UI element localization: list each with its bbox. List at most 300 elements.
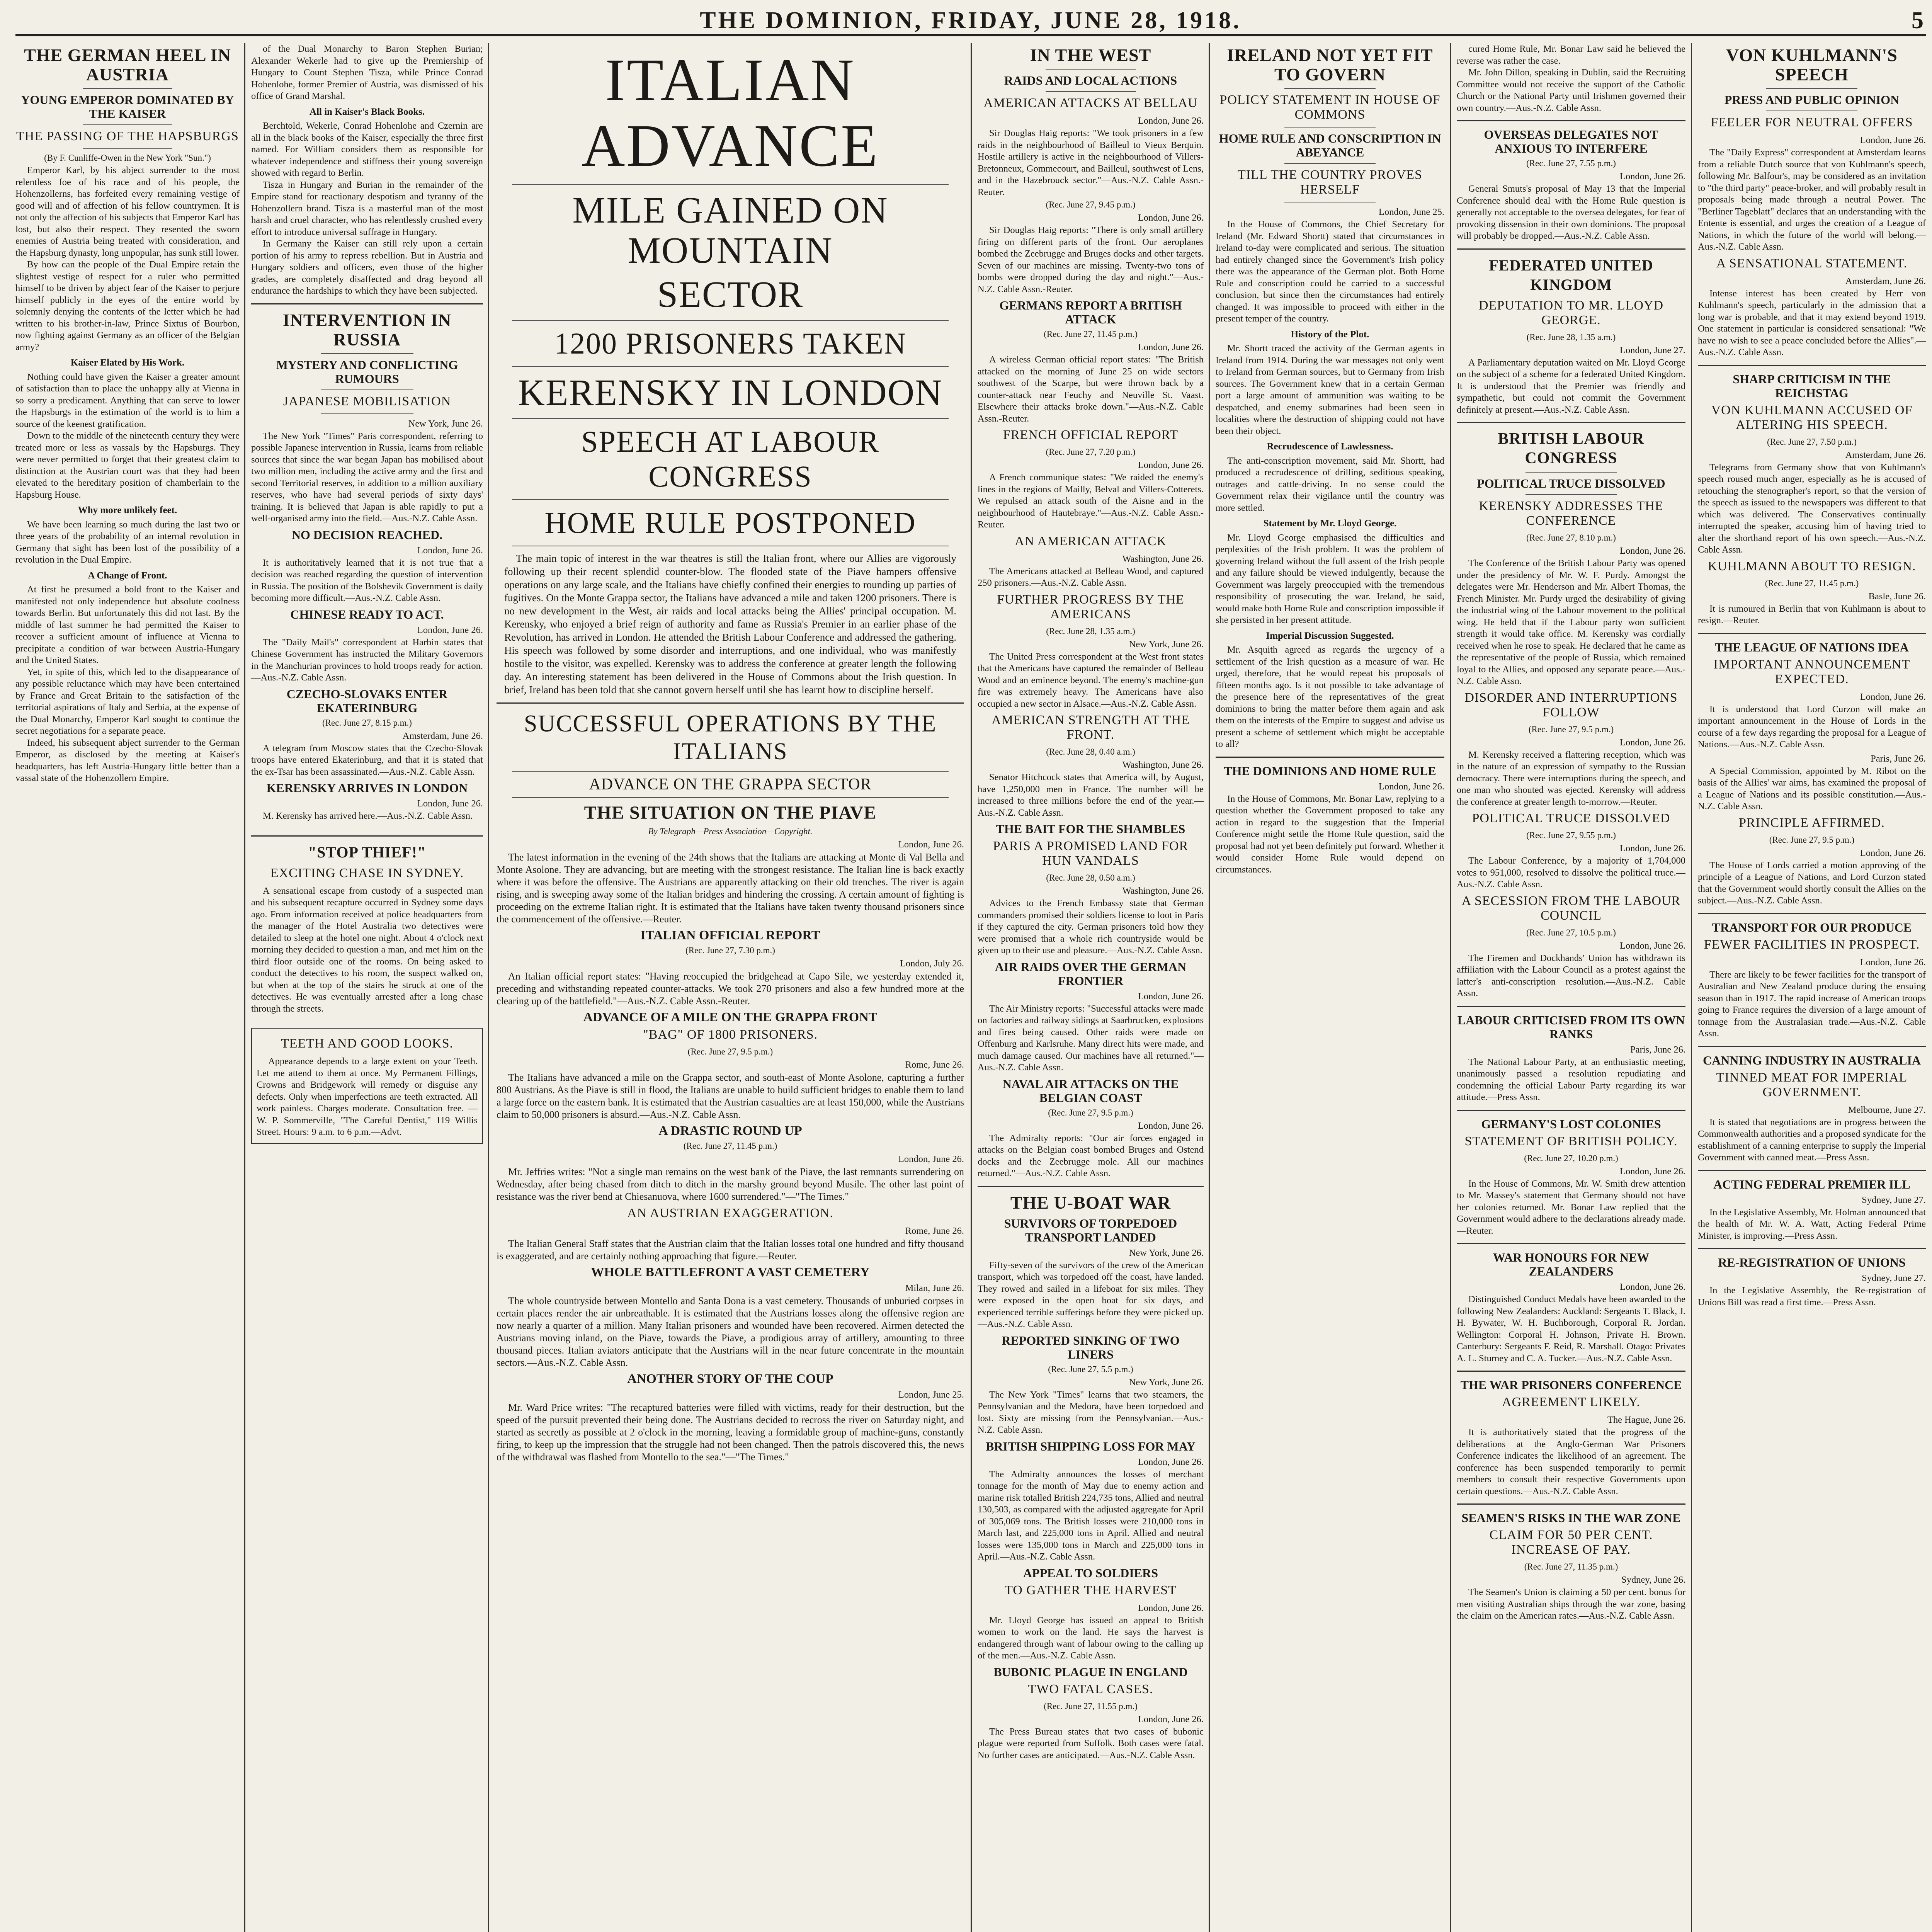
page-number: 5 (1912, 7, 1926, 34)
dateline: London, June 26. (1619, 843, 1685, 854)
article-body (1698, 765, 1926, 813)
article-body (1698, 462, 1926, 556)
headline: OVERSEAS DELEGATES NOT ANXIOUS TO INTERFERE (1484, 128, 1658, 155)
paragraph: M. Kerensky has arrived here.—Aus.-N.Z. Cable Assn. (263, 811, 473, 821)
subheadline: AMERICAN STRENGTH AT THE FRONT. (992, 713, 1190, 742)
subheadline: APPEAL TO SOLDIERS (1023, 1566, 1158, 1580)
article-body (497, 1401, 964, 1463)
byline: (By F. Cunliffe-Owen in the New York "Sun.") (44, 153, 211, 163)
subheadline: A SENSATIONAL STATEMENT. (1716, 256, 1908, 270)
received-time: (Rec. June 27, 11.45 p.m.) (1765, 578, 1859, 588)
article-body (1698, 147, 1926, 253)
paragraph: In the House of Commons, Mr. Bonar Law, replying to a question whether the Government proposed to take any action in regard to the suggestion that the Imperial Conference might settle the Home Rule question, said the proposal had not yet been definitely put forward. Whether it would consider Home Rule would depend on circumstances. (1216, 793, 1444, 875)
dateline: London, June 26. (1138, 1714, 1204, 1725)
headline: WAR HONOURS FOR NEW ZEALANDERS (1493, 1250, 1650, 1278)
article-body (978, 224, 1204, 295)
received-time: (Rec. June 27, 11.55 p.m.) (1044, 1701, 1138, 1711)
article-continuation (251, 43, 483, 297)
article-body (497, 851, 964, 925)
article-body (1698, 1117, 1926, 1164)
paragraph: Distinguished Conduct Medals have been awarded to the following New Zealanders: Auckland: Sergeants T. Black, J. H. Bywater, W. H. Buchborough, Corporal R. Jordan. Wellington: Corporal H. Johnson, Private H. Brown. Canterbury: Sergeants F. Reid, R. Marshall. Otago: Privates A. L. Sturney and C. A. Tucker.—Aus.-N.Z. Cable Assn. (1457, 1294, 1685, 1364)
subhead: A Change of Front. (88, 570, 167, 581)
paragraph: A French communique states: "We raided the enemy's lines in the regions of Mailly, Belval and Villers-Cotterets. We repulsed an attack south of the Aisne and in the neighbourhood of Hautebraye."—Aus.-N.Z. Cable Assn.-Reuter. (978, 472, 1204, 530)
headline: BRITISH LABOUR CONGRESS (1498, 430, 1645, 467)
divider (512, 184, 949, 185)
paragraph: The Admiralty announces the losses of merchant tonnage for the month of May due to enemy action and marine risk totalled British 224,735 tons, Allied and neutral 130,503, as compared with the adjusted aggregate for April of 305,069 tons. The British losses were 210,000 tons in March last, and 225,000 tons in April. Allied and neutral losses were 135,000 tons in March and 225,000 tons in April.—Aus.-N.Z. Cable Assn. (978, 1469, 1204, 1562)
dateline: Melbourne, June 27. (1848, 1104, 1926, 1115)
divider (1457, 1110, 1685, 1111)
article-body (1698, 1285, 1926, 1308)
dateline: London, June 26. (1138, 1456, 1204, 1467)
paragraph: The Americans attacked at Belleau Wood, and captured 250 prisoners.—Aus.-N.Z. Cable Assn. (978, 566, 1204, 588)
column-rule (971, 43, 972, 1932)
article-body (978, 898, 1204, 957)
received-time: (Rec. June 27, 9.5 p.m.) (1528, 724, 1614, 734)
headline: SHARP CRITICISM IN THE REICHSTAG (1733, 372, 1891, 400)
dateline: Washington, June 26. (1122, 553, 1204, 564)
paragraph: The United Press correspondent at the West front states that the Americans have captured the remainder of Belleau Wood and an eminence beyond. The enemy's machine-gun fire was extremely heavy. The Americans have also occupied a new sector in Alsace.—Aus.-N.Z. Cable Assn. (978, 651, 1204, 709)
deck: STATEMENT OF BRITISH POLICY. (1464, 1134, 1678, 1148)
divider (1457, 1371, 1685, 1372)
subheadline: BUBONIC PLAGUE IN ENGLAND (993, 1665, 1188, 1679)
article-body (978, 1469, 1204, 1563)
dateline: London, July 26. (900, 958, 964, 969)
dateline: Rome, June 26. (905, 1226, 964, 1236)
article-body (1698, 704, 1926, 751)
deck: HOME RULE AND CONSCRIPTION IN ABEYANCE (1219, 131, 1441, 159)
received-time: (Rec. June 27, 7.30 p.m.) (685, 946, 775, 955)
paragraph: The Conference of the British Labour Party was opened under the presidency of Mr. W. F. Purdy. Amongst the delegates were Mr. Henderson and Mr. Albert Thomas, the French Minister. Mr. Purdy urged the desirability of giving the industrial wing of the Labour movement to the political wing. He held that if the Labour party won sufficient strength it would take office. M. Kerensky was cordially received when he rose to speak. He declared that he came as the representative of the people of Russia, which remained loyal to the Allies, and opposed any separate peace.—Aus.-N.Z. Cable Assn. (1457, 558, 1685, 686)
dateline: London, June 26. (1860, 691, 1926, 702)
article-body (251, 637, 483, 684)
article-body (251, 430, 483, 525)
divider (497, 702, 964, 704)
deck: JAPANESE MOBILISATION (283, 394, 451, 408)
paragraph: We have been learning so much during the last two or three years of the probability of an internal revolution in Germany that sight has been lost of the possibility of a revolution in the Dual Empire. (15, 519, 240, 565)
dateline: Amsterdam, June 26. (1845, 449, 1926, 460)
dateline: Amsterdam, June 26. (1845, 276, 1926, 286)
deck: FEELER FOR NEUTRAL OFFERS (1711, 115, 1913, 129)
divider (1457, 422, 1685, 423)
subheadline: AN AMERICAN ATTACK (1014, 534, 1167, 548)
paragraph: The whole countryside between Montello and Santa Dona is a vast cemetery. Thousands of unburied corpses in certain places render the air unbreathable. It is estimated that the Austrians losses along the offensive region are now nearly a quarter of a million. Many Italian prisoners and wounded have been recovered. Airmen detected the Austrians moving inland, on the Piave, towards the Piave, a prodigious array of artillery, amounting to three thousand pieces. Italian aviators anticipate that the Austrians will in the near future concentrate in the mountain sectors.—Aus.-N.Z. Cable Assn. (497, 1295, 964, 1368)
paragraph: Indeed, his subsequent abject surrender to the German Emperor, as disclosed by the meeting at Kaiser's headquarters, has left Austria-Hungary little better than a vassal state of the Hohenzollern Empire. (15, 737, 240, 783)
article-body (497, 970, 964, 1007)
dateline: London, June 26. (1619, 546, 1685, 556)
divider (1284, 163, 1376, 164)
column-rule (1450, 43, 1451, 1932)
article-body (1698, 860, 1926, 907)
received-time: (Rec. June 27, 9.45 p.m.) (1046, 200, 1136, 209)
dateline: New York, June 26. (1129, 1377, 1204, 1388)
headline: VON KUHLMANN'S SPEECH (1726, 45, 1898, 84)
paragraph: M. Kerensky received a flattering reception, which was in the nature of an expression of sympathy to the Russian democracy. There were interruptions during the speech, and one man who shouted was ejected. Kerensky will address the conference at greater length to-morrow.—Reuter. (1457, 749, 1685, 807)
received-time: (Rec. June 27, 9.5 p.m.) (1048, 1107, 1133, 1117)
divider (512, 366, 949, 367)
column-rule (1691, 43, 1692, 1932)
paragraph: Appearance depends to a large extent on your Teeth. Let me attend to them at once. My Permanent Fillings, Crowns and Bridgework will remedy or disguise any defects. Only when imperfections are teeth extracted. All work painless. Charges moderate. Consultation free. — W. P. Sommerville, "The Careful Dentist," 119 Willis Street. Hours: 9 a.m. to 6 p.m.—Advt. (257, 1056, 478, 1137)
paragraph: Senator Hitchcock states that America will, by August, have 1,250,000 men in France. The number will be increased to three millions before the end of the year.—Aus.-N.Z. Cable Assn. (978, 772, 1204, 818)
paragraph: Mr. Asquith agreed as regards the urgency of a settlement of the Irish question as a measure of war. He urged, therefore, that he would repeat his proposals of fifteen months ago. Is it not possible to take advantage of the presence here of the representatives of the great dominions to bring the matter before them again and ask them on the interests of the Empire to suggest and advise us present a scheme of settlement which might be acceptable to all? (1216, 645, 1444, 749)
dateline: London, June 26. (1860, 135, 1926, 145)
dateline: London, June 25. (898, 1389, 964, 1400)
column-1 (15, 43, 240, 1932)
masthead-title: THE DOMINION, FRIDAY, JUNE 28, 1918. (700, 7, 1242, 34)
divider (1698, 633, 1926, 634)
divider (512, 797, 949, 798)
article-body (1216, 793, 1444, 876)
ad-headline: TEETH AND GOOD LOOKS. (281, 1036, 453, 1051)
received-time: (Rec. June 28, 0.50 a.m.) (1046, 873, 1135, 883)
paragraph: The Press Bureau states that two cases of bubonic plague were reported from Suffolk. Both cases were fatal. No further cases are anticipated.—Aus.-N.Z. Cable Assn. (978, 1726, 1204, 1760)
subheadline: NO DECISION REACHED. (291, 527, 443, 542)
received-time: (Rec. June 27, 11.45 p.m.) (1044, 329, 1138, 339)
deck: KERENSKY ADDRESSES THE CONFERENCE (1479, 499, 1663, 528)
paragraph: In Germany the Kaiser can still rely upon a certain portion of his army to repress rebellion. But in Austria and Hungary soldiers and officers, even those of the higher grades, are completely disaffected and drag beyond all endurance the hardships to which they have been subjected. (251, 238, 483, 296)
article-body (1457, 749, 1685, 808)
paragraph: The Italian General Staff states that the Austrian claim that the Italian losses total one hundred and fifty thousand is exaggerated, and are certainly nothing approaching that figure.—Reuter. (497, 1238, 964, 1262)
received-time: (Rec. June 28, 1.35 a.m.) (1046, 626, 1135, 636)
article-body (1457, 952, 1685, 1000)
deck: MYSTERY AND CONFLICTING RUMOURS (276, 357, 458, 386)
divider (1284, 127, 1376, 128)
lead-deck: SECTOR (657, 274, 804, 315)
deck: RAIDS AND LOCAL ACTIONS (1004, 73, 1177, 87)
deck: POLITICAL TRUCE DISSOLVED (1477, 476, 1665, 490)
paragraph: The "Daily Mail's" correspondent at Harbin states that Chinese Government has instructed the Military Governors in the Manchurian provinces to hold troops ready for action.—Aus.-N.Z. Cable Assn. (251, 637, 483, 683)
paragraph: The New York "Times" learns that two steamers, the Pennsylvanian and the Medora, have been torpedoed and lost. Sixty are missing from the Pennsylvanian.—Aus.-N.Z. Cable Assn. (978, 1389, 1204, 1435)
divider (1766, 88, 1857, 89)
paragraph: A sensational escape from custody of a suspected man and his subsequent recapture occurred in Sydney some days ago. From information received at police headquarters from the manager of the Hotel Australia two detectives were detailed to sleep at the hotel one night. About 4 o'clock next morning they decided to question a man, and met him on the third floor outside one of the rooms. On being asked to conduct the detectives to his room, the suspect walked on, but when at the top of the stairs he struck at one of the detectives. He was eventually arrested after a long chase through the streets. (251, 885, 483, 1014)
paragraph: Nothing could have given the Kaiser a greater amount of satisfaction than to place the unhappy ally at Vienna in so sorry a predicament. Anything that can serve to lower the Hapsburgs in the estimation of the world is to him a source of the keenest gratification. (15, 371, 240, 429)
paragraph: Down to the middle of the nineteenth century they were treated more or less as vassals by the Hapsburgs. They were never permitted to forget that their greatest claim to distinction at the Austrian court was that they had been elevated to the hereditary position of chamberlain to the Hapsburg House. (15, 430, 240, 500)
dateline: New York, June 26. (1129, 1247, 1204, 1258)
received-time: (Rec. June 27, 9.55 p.m.) (1526, 830, 1616, 840)
paragraph: Mr. Lloyd George emphasised the difficulties and perplexities of the Irish problem. It was the problem of governing Ireland without the full assent of the Irish people and any failure should be viewed indulgently, because the Government was largely preoccupied with the tremendous responsibility of prosecuting the war. Ireland, he said, would make both Home Rule and conscription impossible if she persisted in her present attitude. (1216, 532, 1444, 625)
dateline: London, June 26. (417, 624, 483, 635)
dateline: London, June 26. (1138, 991, 1204, 1002)
paragraph: A telegram from Moscow states that the Czecho-Slovak troops have entered Ekaterinburg, and that it is stated that the ex-Tsar has been assassinated.—Aus.-N.Z. Cable Assn. (251, 743, 483, 777)
headline: LABOUR CRITICISED FROM ITS OWN RANKS (1457, 1013, 1685, 1041)
received-time: (Rec. June 27, 8.15 p.m.) (322, 718, 412, 728)
lead-deck: SPEECH AT LABOUR CONGRESS (581, 425, 879, 493)
paragraph: The Admiralty reports: "Our air forces engaged in attacks on the Belgian coast bombed Bruges and Ostend docks and the Zeebrugge mole. All our machines returned."—Aus.-N.Z. Cable Assn. (978, 1133, 1204, 1179)
article-body (1698, 288, 1926, 359)
subheadline: BRITISH SHIPPING LOSS FOR MAY (986, 1439, 1196, 1453)
paragraph: Fifty-seven of the survivors of the crew of the American transport, which was torpedoed off the coast, have landed. They rowed and sailed in a lifeboat for six miles. They were exposed in the open boat for six days, and experienced terrible sufferings before they were picked up.—Aus.-N.Z. Cable Assn. (978, 1260, 1204, 1329)
paragraph: It is authoritatively stated that the progress of the deliberations at the Anglo-German War Prisoners Conference indicates the likelihood of an agreement. The conference has been suspended temporarily to permit members to consult their respective Governments upon certain questions.—Aus.-N.Z. Cable Assn. (1457, 1427, 1685, 1497)
article-body (1457, 1587, 1685, 1622)
subheadline: ANOTHER STORY OF THE COUP (627, 1372, 833, 1386)
article-body (251, 810, 483, 822)
lead-summary (504, 552, 956, 696)
dateline: London, June 26. (1378, 781, 1444, 792)
divider (1457, 248, 1685, 250)
dateline: London, June 26. (898, 1154, 964, 1164)
paragraph: A wireless German official report states: "The British attacked on the morning of June 25 on wide sectors southwest of the Scarpe, but were thrown back by a counter-attack near Feuchy and Neuville St. Vaast. Elsewhere their attacks broke down."—Aus.-N.Z. Cable Assn.-Reuter. (978, 354, 1204, 424)
headline: GERMANY'S LOST COLONIES (1481, 1117, 1661, 1131)
paragraph: In the Legislative Assembly, Mr. Holman announced that the health of Mr. W. A. Watt, Acting Federal Prime Minister, is improving.—Press Assn. (1698, 1207, 1926, 1241)
received-time: (Rec. June 27, 11.35 p.m.) (1524, 1562, 1618, 1571)
divider (1526, 494, 1617, 495)
divider (83, 148, 172, 149)
paragraph: Tisza in Hungary and Burian in the remainder of the Empire stand for reactionary despotism and tyranny of the Hohenzollern brand. Tisza is a masterful man of the most harsh and cruel character, who has relentlessly crushed every effort to introduce universal suffrage in Hungary. (251, 179, 483, 237)
article-body (978, 651, 1204, 710)
headline: IN THE WEST (1030, 45, 1151, 65)
paragraph: The Firemen and Dockhands' Union has withdrawn its affiliation with the Labour Council as a protest against the latter's anti-conscription resolution.—Aus.-N.Z. Cable Assn. (1457, 952, 1685, 998)
column-6 (1216, 43, 1444, 1932)
paragraph: A Parliamentary deputation waited on Mr. Lloyd George on the subject of a scheme for a federated United Kingdom. It is understood that the Premier was friendly and sympathetic, but could not commit the Government definitely at present.—Aus.-N.Z. Cable Assn. (1457, 357, 1685, 415)
subheadline: FRENCH OFFICIAL REPORT (1003, 428, 1179, 442)
paragraph: The Seamen's Union is claiming a 50 per cent. bonus for men visiting Australian ships through the war zone, basing the claim on the American rates.—Aus.-N.Z. Cable Assn. (1457, 1587, 1685, 1621)
dateline: New York, June 26. (1129, 639, 1204, 650)
paragraph: It is stated that negotiations are in progress between the Commonwealth authorities and a proposed syndicate for the establishment of a canning enterprise to supply the Imperial Government with canned meat.—Press Assn. (1698, 1117, 1926, 1163)
dateline: The Hague, June 26. (1607, 1415, 1685, 1425)
advertisement (251, 1028, 483, 1144)
dateline: New York, June 26. (408, 418, 483, 429)
subheadline: FURTHER PROGRESS BY THE AMERICANS (997, 592, 1184, 621)
received-time: (Rec. June 27, 8.10 p.m.) (1526, 533, 1616, 543)
article-body (251, 885, 483, 1015)
subhead: Statement by Mr. Lloyd George. (1263, 518, 1397, 529)
subheadline: KUHLMANN ABOUT TO RESIGN. (1708, 559, 1916, 573)
dateline: London, June 26. (1860, 847, 1926, 858)
article-body (1457, 357, 1685, 416)
article-body (251, 557, 483, 604)
paragraph: Mr. John Dillon, speaking in Dublin, said the Recruiting Committee would not receive the support of the Catholic Church or the National Party until Irishmen governed their own country.—Aus.-N.Z. Cable Assn. (1457, 67, 1685, 113)
divider (1457, 1243, 1685, 1244)
headline: THE WAR PRISONERS CONFERENCE (1460, 1378, 1682, 1392)
divider (1698, 1170, 1926, 1171)
lead-story (497, 43, 964, 1932)
subheadline: THE BAIT FOR THE SHAMBLES (996, 822, 1185, 836)
divider (1284, 88, 1376, 89)
received-time: (Rec. June 27, 5.5 p.m.) (1048, 1364, 1133, 1374)
deck: SURVIVORS OF TORPEDOED TRANSPORT LANDED (1004, 1216, 1177, 1244)
subheadline: POLITICAL TRUCE DISSOLVED (1472, 811, 1670, 825)
subheadline: PRINCIPLE AFFIRMED. (1739, 815, 1885, 830)
divider (321, 353, 413, 354)
column-7 (1457, 43, 1685, 1932)
dateline: Sydney, June 27. (1862, 1273, 1926, 1283)
column-rule (1209, 43, 1210, 1932)
dateline: Amsterdam, June 26. (402, 730, 483, 741)
divider (1457, 120, 1685, 121)
deck: FEWER FACILITIES IN PROSPECT. (1704, 937, 1920, 952)
received-time: (Rec. June 27, 9.5 p.m.) (1769, 835, 1855, 845)
divider (512, 320, 949, 321)
lead-deck: KERENSKY IN LONDON (518, 372, 943, 413)
paragraph: It is rumoured in Berlin that von Kuhlmann is about to resign.—Reuter. (1698, 603, 1926, 626)
divider (1698, 365, 1926, 366)
dateline: Rome, June 26. (905, 1060, 964, 1070)
dateline: London, June 26. (898, 839, 964, 850)
received-time: (Rec. June 27, 10.20 p.m.) (1524, 1153, 1618, 1163)
divider (1216, 757, 1444, 758)
headline: CANNING INDUSTRY IN AUSTRALIA (1703, 1053, 1921, 1067)
article-body (978, 1615, 1204, 1662)
dateline: London, June 26. (1619, 737, 1685, 748)
divider (251, 835, 483, 837)
article-body (1457, 1178, 1685, 1237)
dateline: London, June 26. (1138, 1120, 1204, 1131)
subhead: Why more unlikely feet. (78, 505, 177, 515)
dateline: London, June 26. (417, 545, 483, 556)
subheadline: CHINESE READY TO ACT. (290, 607, 444, 621)
article-body (978, 1133, 1204, 1180)
article-body (978, 128, 1204, 198)
received-time: (Rec. June 27, 11.45 p.m.) (683, 1141, 777, 1151)
divider (1457, 1006, 1685, 1007)
subheadline: REPORTED SINKING OF TWO LINERS (1002, 1333, 1180, 1361)
article-body (1457, 183, 1685, 242)
dateline: London, June 26. (1619, 171, 1685, 182)
paragraph: Advices to the French Embassy state that German commanders promised their soldiers license to loot in Paris if they captured the city. German prisoners told how they were promised that a whole rich countryside would be given up to their use and pleasure.—Aus.-N.Z. Cable Assn. (978, 898, 1204, 956)
article-body (978, 772, 1204, 819)
dateline: London, June 26. (1619, 940, 1685, 951)
received-time: (Rec. June 27, 10.5 p.m.) (1526, 927, 1616, 937)
article-body (978, 354, 1204, 425)
subheadline: A SECESSION FROM THE LABOUR COUNCIL (1461, 893, 1681, 923)
masthead (15, 7, 1926, 36)
paragraph: It is understood that Lord Curzon will make an important announcement in the House of Lords in the course of a few days regarding the proposal for a League of Nations.—Aus.-N.Z. Cable Assn. (1698, 704, 1926, 750)
article-intervention-russia (251, 311, 483, 822)
dateline: London, June 26. (1138, 116, 1204, 126)
dateline: Paris, June 26. (1871, 753, 1926, 764)
deck: THE SITUATION ON THE PIAVE (584, 803, 877, 823)
lead-deck: MILE GAINED ON MOUNTAIN (572, 189, 888, 271)
deck: PARIS A PROMISED LAND FOR HUN VANDALS (993, 839, 1189, 868)
dateline: Washington, June 26. (1122, 760, 1204, 770)
divider (1046, 91, 1136, 92)
divider (1457, 1503, 1685, 1505)
paragraph: By how can the people of the Dual Empire retain the slightest vestige of respect for a ruler who permitted himself to be driven by abject fear of the Kaiser to perjure himself publicly in the eyes of the entire world by solemnly denying the contents of the letter which he had written to his brother-in-law, Prince Sixtus of Bourbon, now fighting against Germany as an officer of the Belgian army? (15, 259, 240, 352)
received-time: (Rec. June 27, 7.50 p.m.) (1767, 437, 1857, 447)
article-body (1698, 969, 1926, 1040)
paragraph: The National Labour Party, at an enthusiastic meeting, unanimously passed a resolution repudiating and condemning the official Labour Party regarding its war attitude.—Press Assn. (1457, 1056, 1685, 1102)
lead-headline: ITALIAN ADVANCE (581, 46, 879, 179)
paragraph: Mr. Shortt traced the activity of the German agents in Ireland from 1914. During the war messages not only went to Ireland from German sources, but to Germany from Irish sources. The Government knew that in a certain German port a large amount of ammunition was waiting to be despatched, and enemy submarines had been seen in localities where the destruction of shipping could not have been their object. (1216, 343, 1444, 436)
article-body (251, 743, 483, 778)
headline: ACTING FEDERAL PREMIER ILL (1713, 1177, 1910, 1191)
subheadline: ITALIAN OFFICIAL REPORT (640, 928, 820, 942)
subheadline: AMERICAN ATTACKS AT BELLAU (983, 96, 1198, 110)
dateline: Sydney, June 27. (1862, 1194, 1926, 1205)
paragraph: An Italian official report states: "Having reoccupied the bridgehead at Capo Sile, we yesterday extended it, preceding and withstanding repeated counter-attacks. We took 270 prisoners and also a few hundred more at the clearing up of the battlefield."—Aus.-N.Z. Cable Assn.-Reuter. (497, 971, 964, 1007)
article-continuation (1457, 43, 1685, 114)
article-body (1457, 1294, 1685, 1364)
paragraph: Mr. Lloyd George has issued an appeal to British women to work on the land. He says the harvest is endangered through want of labour owing to the calling up of the men.—Aus.-N.Z. Cable Assn. (978, 1615, 1204, 1661)
deck: AGREEMENT LIKELY. (1502, 1395, 1640, 1409)
article-body (1457, 1056, 1685, 1104)
divider (1698, 1046, 1926, 1047)
headline: "STOP THIEF!" (308, 843, 427, 861)
column-8 (1698, 43, 1926, 1932)
received-time: (Rec. June 27, 7.20 p.m.) (1046, 447, 1136, 457)
subheadline: KERENSKY ARRIVES IN LONDON (266, 781, 468, 795)
article-body (497, 1071, 964, 1121)
article-german-heel (15, 46, 240, 784)
subheadline: CZECHO-SLOVAKS ENTER EKATERINBURG (286, 687, 448, 715)
credit: By Telegraph—Press Association—Copyright. (648, 827, 813, 836)
article-body (978, 566, 1204, 589)
paragraph: Intense interest has been created by Herr von Kuhlmann's speech, particularly in the admission that a long war is probable, and that it may extend beyond 1919. One statement in particular is considered sensational: "We have no wish to see a peace concluded before the Allies".—Aus.-N.Z. Cable Assn. (1698, 288, 1926, 357)
paragraph: In the House of Commons, the Chief Secretary for Ireland (Mr. Edward Shortt) stated that circumstances in Ireland to-day were complicated and serious. The situation had entirely changed since the Government's Irish policy there was the appearance of the German plot. Both Home Rule and conscription could be carried to a successful conclusion, but since then the circumstances had entirely changed. It was impossible to proceed with either in the present temper of the country. (1216, 219, 1444, 324)
lead-deck: 1200 PRISONERS TAKEN (554, 327, 907, 360)
paragraph: of the Dual Monarchy to Baron Stephen Burian; Alexander Wekerle had to give up the Premiership of Hungary to Count Stephen Tisza, while Prince Conrad Hohenlohe, former Premier of Austria, was dismissed of his office of Grand Marshal. (251, 44, 483, 101)
paragraph: Sir Douglas Haig reports: "We took prisoners in a few raids in the neighbourhood of Bailleul to Vieux Berquin. Hostile artillery is active in the neighbourhood of Villers-Bretonneux, Gommecourt, and Bailleul, southwest of Lens, and in the Hazebrouck sector."—Aus.-N.Z. Cable Assn.-Reuter. (978, 128, 1204, 197)
deck: "BAG" OF 1800 PRISONERS. (643, 1027, 818, 1042)
deck: CLAIM FOR 50 PER CENT. INCREASE OF PAY. (1489, 1528, 1653, 1557)
paragraph: The Italians have advanced a mile on the Grappa sector, and south-east of Monte Asolone, capturing a further 800 Austrians. As the Piave is still in flood, the Italians are unable to build sufficient bridges to enable them to land a large force on the eastern bank. It is estimated that the Austrian casualties are at least 150,000, while the Austrians claim to 50,000 prisoners is absurd.—Aus.-N.Z. Cable Assn. (497, 1072, 964, 1120)
paragraph: The latest information in the evening of the 24th shows that the Italians are attacking at Monte di Val Bella and Monte Asolone. They are advancing, but are meeting with the strongest resistance. The Italian line is back exactly where it was before the offensive. The Austrians are apparently attacking on their old trenches. The river is again rising, and is sweeping away some of the Italian bridges and hindering the crossing. A certain amount of fighting is proceeding on the extreme Italian right. It is estimated that the Italians have taken twenty thousand prisoners since the commencement of the offensive.—Reuter. (497, 852, 964, 925)
divider (83, 88, 172, 89)
paragraph: The "Daily Express" correspondent at Amsterdam learns from a reliable Dutch source that von Kuhlmann's speech, following Mr. Balfour's, may be considered as an invitation to "the third party" peace-broker, and will probably result in proposals being made through a neutral Power. The "Berliner Tageblatt" declares that an understanding with the Entente is essential, and urges the creation of a League of Nations, in which the future of the world will belong.—Aus.-N.Z. Cable Assn. (1698, 147, 1926, 252)
article-body (497, 1238, 964, 1262)
divider (1046, 69, 1136, 70)
headline: THE LEAGUE OF NATIONS IDEA (1715, 640, 1909, 654)
received-time: (Rec. June 27, 7.55 p.m.) (1526, 158, 1616, 168)
headline: RE-REGISTRATION OF UNIONS (1718, 1255, 1906, 1269)
dateline: London, June 25. (1378, 207, 1444, 217)
paragraph: The main topic of interest in the war theatres is still the Italian front, where our Allies are vigorously following up their recent splendid counter-blow. The flooded state of the Piave hampers offensive operations on any large scale, and the Italians have chiefly confined their energies to rounding up parties of fugitives. On the Monte Grappa sector, the Italians have advanced a mile and taken 1200 prisoners. There is no new development in the West, air raids and local attacks being the Allies' principal occupation. M. Kerensky, who enjoyed a brief reign of authority and fame as Russia's Premier in an earlier phase of the Revolution, has arrived in London. He attended the British Labour Conference and addressed the gathering. His speech was followed by some disorder and interruptions, and one individual, who was manifestly hostile to the visitor, was expelled. Kerensky was to address the conference at greater length the following day. An interesting statement has been delivered in the House of Commons about the Irish question. In brief, Ireland has been told that she cannot govern herself until she has learnt how to discipline herself. (504, 553, 956, 696)
divider (83, 124, 172, 125)
subhead: Kaiser Elated by His Work. (70, 357, 185, 368)
divider (512, 499, 949, 500)
divider (1526, 472, 1617, 473)
subheadline: GERMANS REPORT A BRITISH ATTACK (999, 298, 1182, 326)
article-body (978, 1003, 1204, 1074)
paragraph: Yet, in spite of this, which led to the disappearance of any possible reluctance which may have been entertained by France and Great Britain to the satisfaction of the territorial aspirations of Italy and Serbia, at the expense of the Dual Monarchy, Emperor Karl sought to continue the secret negotiations for a separate peace. (15, 667, 240, 736)
ad-body (257, 1056, 478, 1138)
paragraph: Mr. Ward Price writes: "The recaptured batteries were filled with victims, ready for their destruction, but the speed of the pursuit prevented their being done. The Austrians decided to recross the river on Saturday night, and started as secretly as possible at 2 o'clock in the morning, leaving a formidable group of machine-guns, constantly firing, to keep up the impression that the struggle had not been changed. Then the patrols discovered this, the news of the withdrawal was flashed from Montello to the sea."—"The Times." (497, 1402, 964, 1463)
dateline: Milan, June 26. (905, 1283, 964, 1293)
deck: TWO FATAL CASES. (1028, 1682, 1153, 1696)
article-body (978, 1260, 1204, 1330)
paragraph: The anti-conscription movement, said Mr. Shortt, had produced a recrudescence of drilling, seditious speaking, outrages and cattle-driving. In no sense could the Government relax their vigilance until the country was more settled. (1216, 455, 1444, 513)
article-body (1216, 219, 1444, 750)
divider (978, 1186, 1204, 1187)
headline: SEAMEN'S RISKS IN THE WAR ZONE (1461, 1511, 1681, 1525)
column-2 (251, 43, 483, 1932)
deck: TILL THE COUNTRY PROVES HERSELF (1238, 168, 1422, 197)
paragraph: General Smuts's proposal of May 13 that the Imperial Conference should deal with the Home Rule question is generally not acceptable to the oversea delegates, for fear of provoking dissension in their own dominions. The proposal will probably be dropped.—Aus.-N.Z. Cable Assn. (1457, 184, 1685, 241)
received-time: (Rec. June 28, 1.35 a.m.) (1526, 332, 1616, 342)
paragraph: Mr. Jeffries writes: "Not a single man remains on the west bank of the Piave, the last remnants surrendering on Wednesday, after being chased from ditch to ditch in the marshy ground beyond Musile. The other last point of resistance was the river bend at Chiesanuova, where 1600 surrendered."—"The Times." (497, 1166, 964, 1202)
deck: THE PASSING OF THE HAPSBURGS (16, 129, 239, 143)
deck: TO GATHER THE HARVEST (1005, 1583, 1177, 1597)
article-body (15, 165, 240, 784)
deck: IMPORTANT ANNOUNCEMENT EXPECTED. (1713, 657, 1910, 686)
article-body (978, 472, 1204, 531)
dateline: London, June 26. (1138, 1602, 1204, 1613)
divider (512, 418, 949, 419)
dateline: Paris, June 26. (1630, 1044, 1685, 1055)
dateline: London, June 26. (1619, 1166, 1685, 1177)
article-body (1698, 603, 1926, 627)
article-body (497, 1295, 964, 1369)
article-body (978, 1726, 1204, 1762)
deck: PRESS AND PUBLIC OPINION (1724, 93, 1900, 107)
divider (321, 389, 413, 390)
subhead: All in Kaiser's Black Books. (310, 106, 425, 117)
dateline: London, June 27. (1619, 345, 1685, 355)
article-body (1457, 558, 1685, 687)
headline: THE U-BOAT WAR (1010, 1192, 1171, 1213)
divider (251, 303, 483, 304)
paragraph: The Air Ministry reports: "Successful attacks were made on factories and railway sidings at Saarbrucken, explosions and fires being caused. Other raids were made on Offenburg and Karlsruhe. Many direct hits were made, and much damage caused. Our machines have all returned."—Aus.-N.Z. Cable Assn. (978, 1003, 1204, 1073)
subhead: Recrudescence of Lawlessness. (1267, 441, 1393, 452)
